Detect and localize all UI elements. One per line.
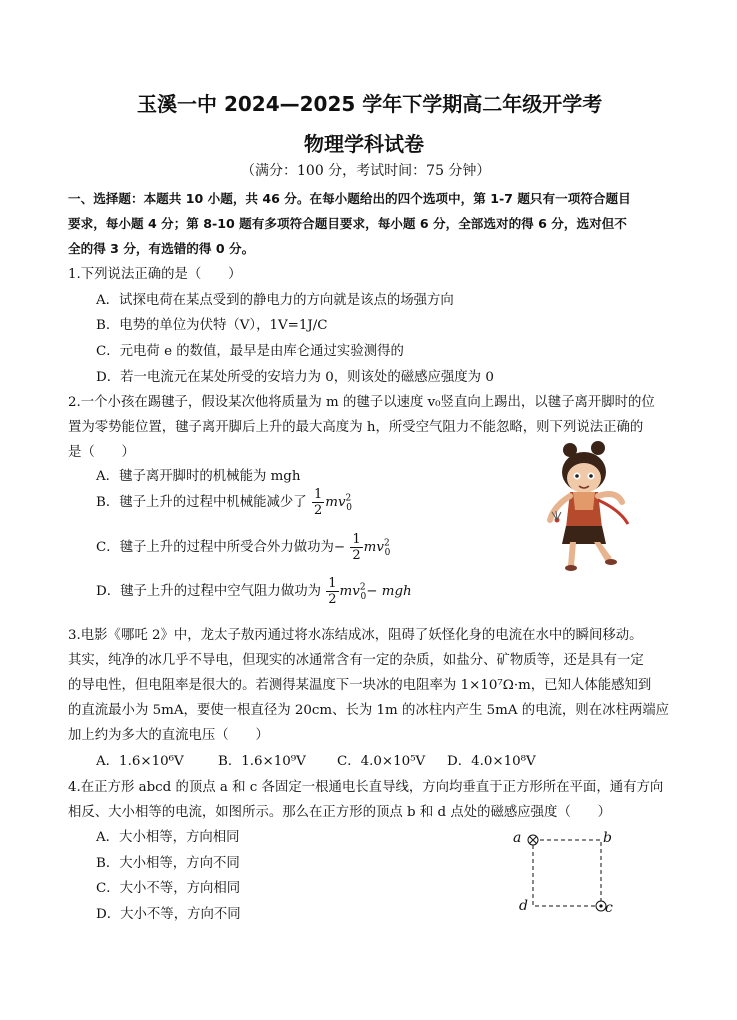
q4-option-a: A．大小相等，方向相同 bbox=[96, 830, 240, 845]
q2-option-b-sub: 0 bbox=[346, 502, 352, 513]
frac-denominator: 2 bbox=[352, 548, 361, 563]
q3-option-d: D．4.0×10⁸V bbox=[447, 754, 536, 769]
section-instructions-line3: 全的得 3 分，有选错的得 0 分。 bbox=[68, 241, 255, 256]
q2-option-d bbox=[96, 576, 412, 607]
frac-numerator: 1 bbox=[313, 487, 323, 502]
q3-stem-line1: 3.电影《哪吒 2》中，龙太子敖丙通过将水冻结成冰，阻碍了妖怪化身的电流在水中的瞬间移动。 bbox=[68, 628, 643, 643]
q4-option-c: C．大小不等，方向相同 bbox=[96, 881, 241, 896]
exam-meta: （满分：100 分，考试时间：75 分钟） bbox=[241, 163, 491, 179]
q2-option-d-sq: 2 bbox=[359, 582, 366, 593]
q2-option-c-mv: mv bbox=[363, 540, 384, 555]
q2-option-c-fraction bbox=[350, 532, 362, 563]
q2-stem-line2: 置为零势能位置，毽子离开脚后上升的最大高度为 h，所受空气阻力不能忽略，则下列说法正确的 bbox=[68, 420, 644, 435]
q2-option-c-sub: 0 bbox=[384, 547, 391, 558]
wire-into-page-icon bbox=[528, 835, 538, 845]
q1-option-d: D．若一电流元在某处所受的安培力为 0，则该处的磁感应强度为 0 bbox=[96, 370, 494, 385]
q2-stem-line1: 2.一个小孩在踢毽子，假设某次他将质量为 m 的毽子以速度 v₀竖直向上踢出，以毽子离开脚时的位 bbox=[68, 395, 655, 410]
section-instructions-line1: 一、选择题：本题共 10 小题，共 46 分。在每小题给出的四个选项中，第 1-7 题只有一项符合题目 bbox=[68, 191, 631, 206]
q3-option-b: B．1.6×10⁹V bbox=[218, 754, 306, 769]
vertex-label-d: d bbox=[519, 898, 528, 914]
hair-bun-right bbox=[591, 441, 605, 455]
frac-denominator: 2 bbox=[313, 503, 323, 518]
q2-option-c bbox=[96, 532, 390, 563]
exam-title: 玉溪一中 2024—2025 学年下学期高二年级开学考 bbox=[137, 92, 603, 116]
q1-stem: 1.下列说法正确的是（ ） bbox=[68, 267, 242, 282]
q3-option-c: C．4.0×10⁵V bbox=[337, 754, 426, 769]
frac-numerator: 1 bbox=[352, 532, 361, 547]
frac-denominator: 2 bbox=[328, 592, 337, 607]
q2-option-d-mgh: − mgh bbox=[366, 584, 412, 599]
q2-option-b-sq: 2 bbox=[345, 493, 352, 504]
q2-stem-line3: 是（ ） bbox=[68, 445, 135, 460]
q4-option-b: B．大小相等，方向不同 bbox=[96, 856, 240, 871]
q2-option-d-sub: 0 bbox=[360, 591, 367, 602]
q2-option-a: A．毽子离开脚时的机械能为 mgh bbox=[96, 469, 301, 484]
q2-option-b-text: B．毽子上升的过程中机械能减少了 bbox=[96, 495, 307, 510]
q3-stem-line2: 其实，纯净的冰几乎不导电，但现实的冰通常含有一定的杂质，如盐分、矿物质等，还是具有一定 bbox=[68, 653, 644, 668]
vertex-label-a: a bbox=[513, 830, 522, 846]
child-kicking-illustration bbox=[540, 440, 635, 575]
q3-option-a: A．1.6×10⁶V bbox=[96, 754, 184, 769]
exam-subtitle: 物理学科试卷 bbox=[304, 132, 424, 156]
q2-option-c-text: C．毽子上升的过程中所受合外力做功为 bbox=[96, 540, 334, 555]
section-instructions-line2: 要求，每小题 4 分；第 8-10 题有多项符合题目要求，每小题 6 分，全部选对的得 6 分，选对但不 bbox=[68, 216, 627, 231]
q2-option-d-fraction bbox=[326, 576, 338, 607]
q2-option-c-minus: − bbox=[333, 540, 346, 555]
q4-stem-line2: 相反、大小相等的电流，如图所示。那么在正方形的顶点 b 和 d 点处的磁感应强度（ ） bbox=[68, 805, 612, 820]
vertex-label-c: c bbox=[605, 900, 613, 916]
q2-option-b bbox=[96, 487, 352, 518]
q2-option-b-fraction bbox=[312, 487, 324, 518]
q1-option-a: A．试探电荷在某点受到的静电力的方向就是该点的场强方向 bbox=[96, 293, 454, 308]
frac-numerator: 1 bbox=[328, 576, 337, 591]
q3-stem-line3: 的导电性，但电阻率是很大的。若测得某温度下一块冰的电阻率为 1×10⁷Ω·m，已知人体能感知到 bbox=[68, 678, 652, 693]
q4-option-d: D．大小不等，方向不同 bbox=[96, 907, 241, 922]
q2-option-c-sq: 2 bbox=[383, 538, 390, 549]
q3-stem-line5: 加上约为多大的直流电压（ ） bbox=[68, 728, 269, 743]
q2-option-d-text: D．毽子上升的过程中空气阻力做功为 bbox=[96, 584, 321, 599]
q4-stem-line1: 4.在正方形 abcd 的顶点 a 和 c 各固定一根通电长直导线，方向均垂直于正方形所在平面，通有方向 bbox=[68, 780, 664, 795]
q2-option-b-mv: mv bbox=[325, 495, 346, 510]
square-diagram bbox=[505, 826, 615, 918]
q2-option-d-mv: mv bbox=[339, 584, 360, 599]
square-outline bbox=[533, 840, 601, 906]
q1-option-b: B．电势的单位为伏特（V），1V=1J/C bbox=[96, 318, 328, 333]
vertex-label-b: b bbox=[603, 830, 612, 846]
q3-stem-line4: 的直流最小为 5mA，要使一根直径为 20cm、长为 1m 的冰柱内产生 5mA 的电流，则在冰柱两端应 bbox=[68, 703, 670, 718]
q1-option-c: C．元电荷 e 的数值，最早是由库仑通过实验测得的 bbox=[96, 344, 404, 359]
